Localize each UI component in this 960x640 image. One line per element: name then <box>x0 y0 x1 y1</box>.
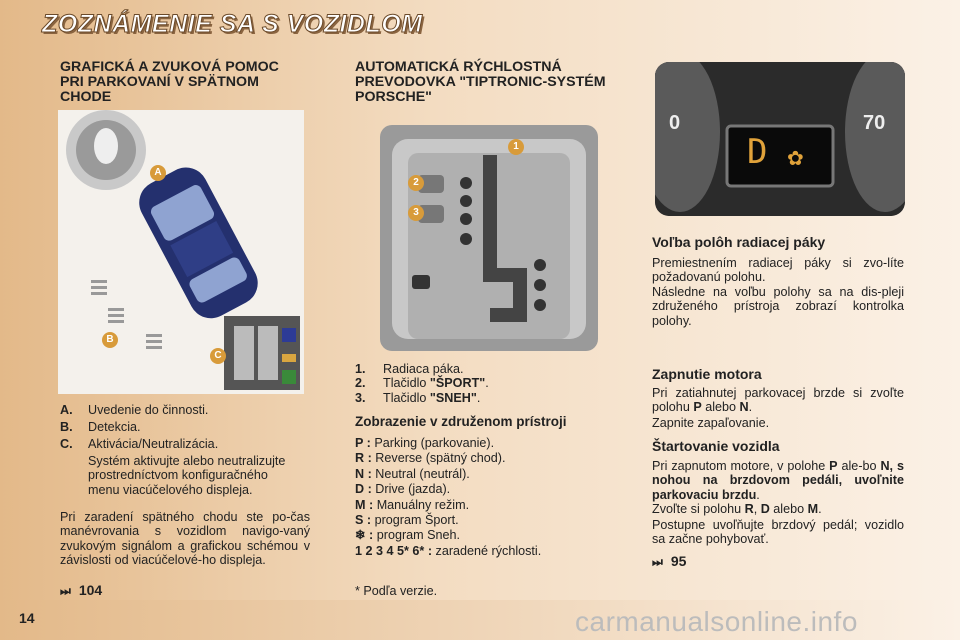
section-heading-gearbox: AUTOMATICKÁ RÝCHLOSTNÁ PREVODOVKA "TIPTRONIC-SYSTÉM PORSCHE" <box>355 59 606 105</box>
mode-key: R : <box>355 451 372 466</box>
mode-item <box>355 498 541 513</box>
item-bold: "ŠPORT" <box>429 376 486 390</box>
gauge-right-label: 70 <box>863 112 886 134</box>
mode-text: program Šport. <box>374 513 459 528</box>
snowflake-icon: ✿ <box>787 148 804 170</box>
instrument-cluster-photo <box>655 62 905 216</box>
item-text: Aktivácia/Neutralizácia. <box>88 437 219 451</box>
list-item <box>60 403 208 417</box>
parking-aid-illustration <box>58 110 304 394</box>
item-key: B. <box>60 420 73 434</box>
item-text: Uvedenie do činnosti. <box>88 403 209 417</box>
list-item <box>60 437 218 451</box>
mode-text: Reverse (spätný chod). <box>375 451 506 466</box>
list-item <box>60 420 141 434</box>
page-number: 14 <box>19 610 35 626</box>
mode-item <box>355 451 541 466</box>
ref-arrow-icon: ⏭ <box>60 584 71 598</box>
mode-item <box>355 528 541 543</box>
mode-item <box>355 482 541 497</box>
item-text: Radiaca páka. <box>383 362 464 376</box>
body-paragraph: Zapnite zapaľovanie. <box>652 416 770 430</box>
watermark: carmanualsonline.info <box>575 606 858 637</box>
item-key: 3. <box>355 391 366 405</box>
list-item: 3. Tlačidlo "SNEH". <box>355 391 481 405</box>
body-paragraph: Následne na voľbu polohy sa na dis-pleji združeného prístroja zobrazí kontrolka polohy. <box>652 285 904 328</box>
heading-driving-off: Štartovanie vozidla <box>652 438 780 454</box>
mode-key: 1 2 3 4 5* 6* : <box>355 543 433 558</box>
mode-item <box>355 544 541 559</box>
body-paragraph: Premiestnením radiacej páky si zvo-líte požadovanú polohu. <box>652 256 904 285</box>
item-key: 1. <box>355 362 366 376</box>
subheading-display: Zobrazenie v združenom prístroji <box>355 414 567 429</box>
mode-key: D : <box>355 482 372 497</box>
mode-item <box>355 467 541 482</box>
body-paragraph: Pri zaradení spätného chodu ste po-čas manévrovania s vozidlom navigo-vaný zvukovým signálom a grafickou schémou v závislosti od viacúčelové-ho displeja. <box>60 510 310 568</box>
ref-arrow-icon: ⏭ <box>652 555 663 569</box>
list-item: 2. Tlačidlo "ŠPORT". <box>355 376 489 390</box>
body-paragraph: Zvoľte si polohu R, D alebo M. <box>652 502 822 516</box>
item-key: A. <box>60 403 73 417</box>
item-text: Tlačidlo <box>383 376 430 390</box>
callout-3: 3 <box>408 205 424 221</box>
section-heading-parking: GRAFICKÁ A ZVUKOVÁ POMOC PRI PARKOVANÍ V SPÄTNOM CHODE <box>60 59 279 105</box>
callout-c: C <box>210 348 226 364</box>
callout-a: A <box>150 165 166 181</box>
mode-text: Neutral (neutrál). <box>375 466 470 481</box>
callout-2: 2 <box>408 175 424 191</box>
mode-text: Manuálny režim. <box>376 497 470 512</box>
list-item <box>355 362 464 376</box>
mode-key: ❄ : <box>355 528 374 543</box>
page-reference: ⏭ 104 <box>60 582 103 598</box>
callout-1: 1 <box>508 139 524 155</box>
item-text: Tlačidlo <box>383 391 430 405</box>
gauge-left-label: 0 <box>669 112 681 134</box>
mode-item <box>355 436 541 451</box>
page-reference: ⏭ 95 <box>652 553 687 569</box>
page-title: ZOZNÁMENIE SA S VOZIDLOM <box>42 10 423 38</box>
mode-item <box>355 513 541 528</box>
callout-b: B <box>102 332 118 348</box>
gear-indicator: D <box>747 132 768 172</box>
body-paragraph: Pri zatiahnutej parkovacej brzde si zvoľte polohu P alebo N. <box>652 386 904 415</box>
footnote: * Podľa verzie. <box>355 584 438 598</box>
mode-text: Parking (parkovanie). <box>374 436 495 450</box>
item-key: 2. <box>355 376 366 390</box>
mode-key: P : <box>355 436 371 450</box>
mode-key: S : <box>355 513 372 528</box>
heading-engine-start: Zapnutie motora <box>652 366 762 382</box>
note-text: Systém aktivujte alebo neutralizujte prostredníctvom konfiguračného menu viacúčelového displeja. <box>88 454 286 497</box>
mode-text: Drive (jazda). <box>375 482 451 497</box>
mode-text: zaradené rýchlosti. <box>435 543 542 558</box>
item-key: C. <box>60 437 73 451</box>
item-bold: "SNEH" <box>429 391 477 405</box>
item-text: Detekcia. <box>88 420 141 434</box>
mode-key: N : <box>355 466 372 481</box>
mode-key: M : <box>355 497 374 512</box>
heading-selector: Voľba polôh radiacej páky <box>652 234 826 250</box>
gear-lever-photo <box>380 125 598 351</box>
mode-text: program Sneh. <box>376 528 461 543</box>
mode-list <box>355 436 541 559</box>
body-paragraph: Pri zapnutom motore, v polohe P ale-bo N, s nohou na brzdovom pedáli, uvoľnite parkovaciu brzdu. <box>652 459 904 502</box>
body-paragraph: Postupne uvoľňujte brzdový pedál; vozidlo sa začne pohybovať. <box>652 518 904 547</box>
